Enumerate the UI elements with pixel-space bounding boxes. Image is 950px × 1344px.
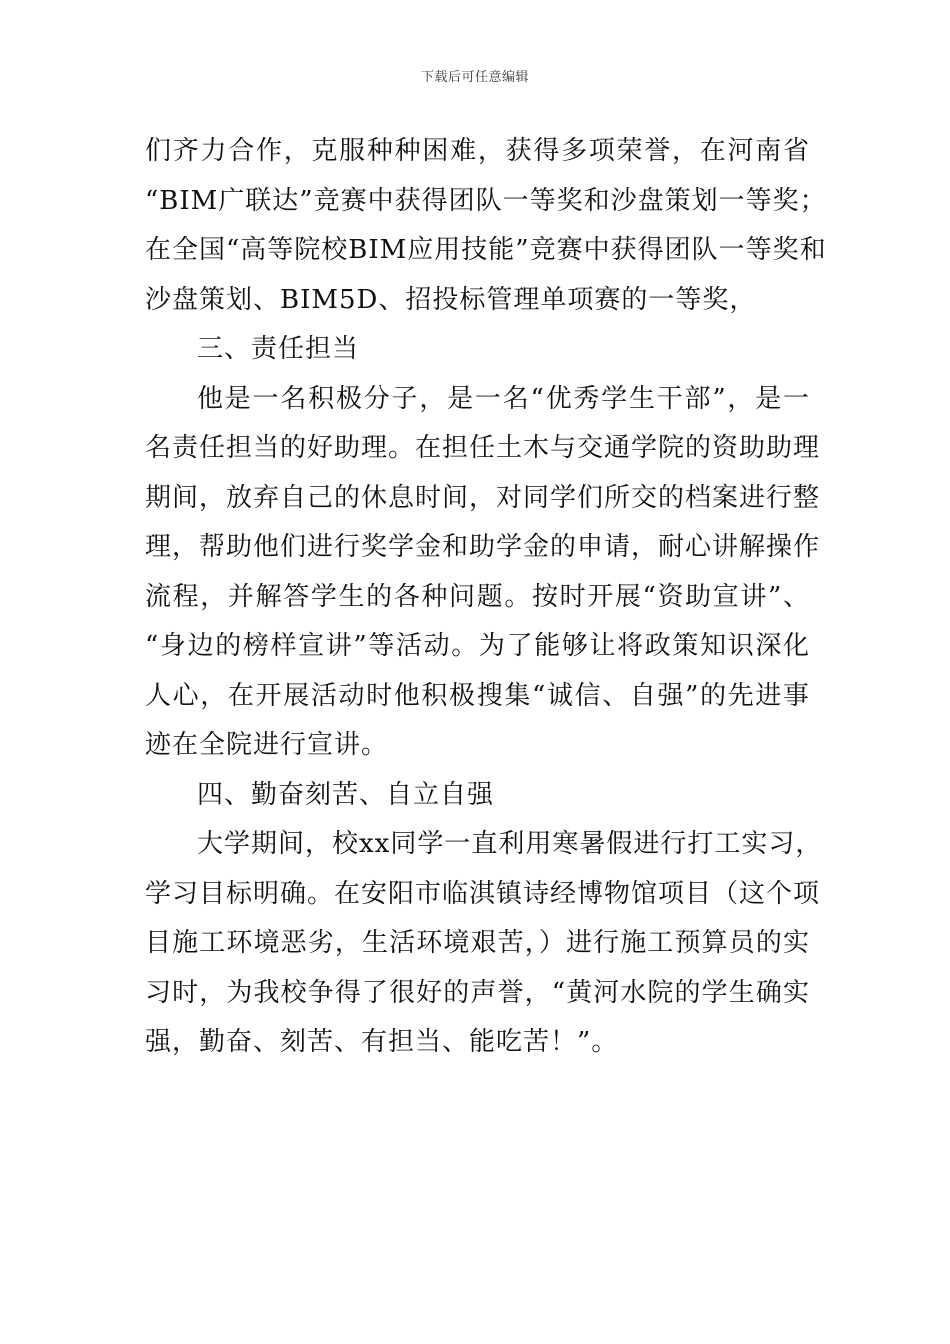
page-header-note: 下载后可任意编辑 <box>420 70 529 85</box>
text-line: 强，勤奋、刻苦、有担当、能吃苦！”。 <box>145 1027 619 1057</box>
text-line: 他是一名积极分子，是一名“优秀学生干部”，是一 <box>197 383 810 414</box>
text-line: “BIM广联达”竞赛中获得团队一等奖和沙盘策划一等奖； <box>145 185 827 216</box>
text-line: 迹在全院进行宣讲。 <box>145 730 389 760</box>
text-line: 人心，在开展活动时他积极搜集“诚信、自强”的先进事 <box>145 680 810 711</box>
text-line: 们齐力合作，克服种种困难，获得多项荣誉，在河南省 <box>145 136 810 166</box>
text-line: 理，帮助他们进行奖学金和助学金的申请，耐心讲解操作 <box>145 532 821 562</box>
section-heading-3: 三、责任担当 <box>197 334 360 364</box>
text-line: 沙盘策划、BIM5D、招投标管理单项赛的一等奖， <box>145 284 757 315</box>
document-body <box>145 127 827 1068</box>
text-line: 大学期间，校xx同学一直利用寒暑假进行打工实习， <box>197 829 823 859</box>
text-line: 名责任担当的好助理。在担任土木与交通学院的资助助理 <box>145 433 821 463</box>
text-line: 目施工环境恶劣，生活环境艰苦，）进行施工预算员的实 <box>145 928 810 958</box>
text-line: 习时，为我校争得了很好的声誉，“黄河水院的学生确实 <box>145 977 810 1008</box>
section-heading-4: 四、勤奋刻苦、自立自强 <box>197 779 495 810</box>
text-line: 在全国“高等院校BIM应用技能”竞赛中获得团队一等奖和 <box>145 235 827 265</box>
text-line: 学习目标明确。在安阳市临淇镇诗经博物馆项目（这个项 <box>145 878 821 909</box>
text-line: 流程，并解答学生的各种问题。按时开展“资助宣讲”、 <box>145 581 810 612</box>
text-line: “身边的榜样宣讲”等活动。为了能够让将政策知识深化 <box>145 631 810 661</box>
text-line: 期间，放弃自己的休息时间，对同学们所交的档案进行整 <box>145 482 821 513</box>
